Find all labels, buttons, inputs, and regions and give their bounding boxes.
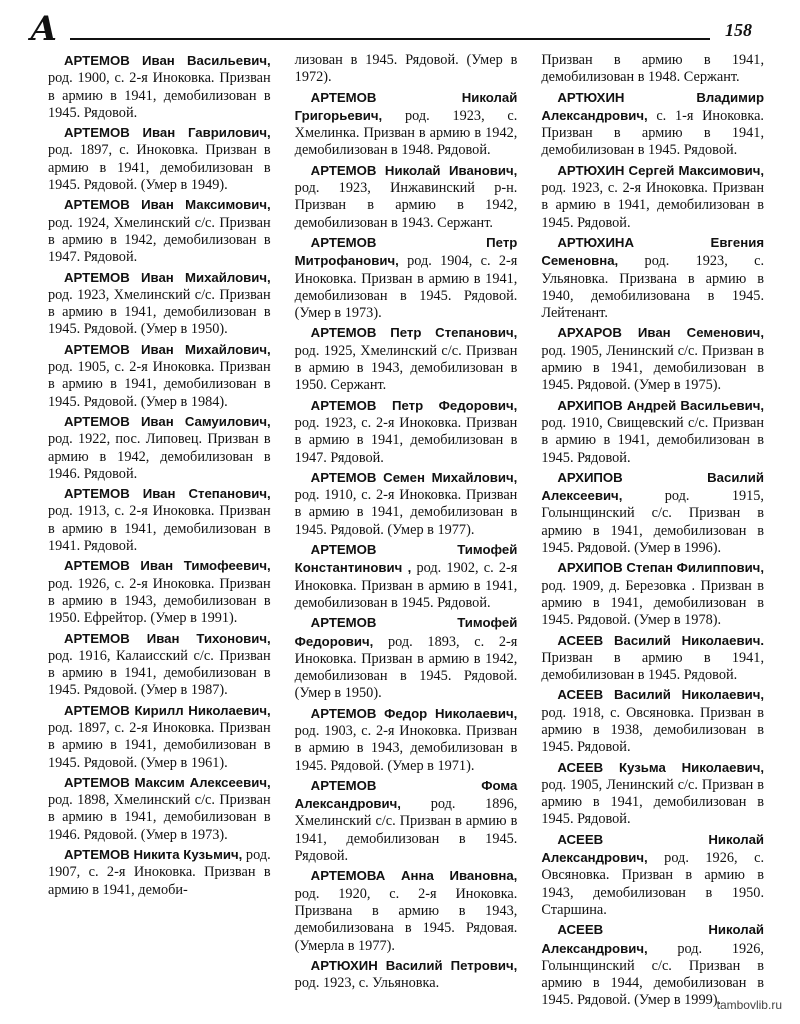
biography-entry: [295, 705, 518, 775]
person-name: АРТЕМОВ Николай Иванович,: [310, 162, 518, 178]
biography-entry: [295, 469, 518, 539]
person-name: АРТЕМОВ Николай Григорьевич,: [294, 89, 518, 123]
biography-entry: [48, 774, 271, 844]
entry-details: род. 1905, с. 2-я Иноковка. Призван в армию в 1941, демобилизован в 1945. Рядовой. (Умер в 1984).: [48, 359, 271, 410]
entry-details: род. 1923, с. Хмелинка. Призван в армию в 1942, демобилизован в 1948. Рядовой.: [294, 107, 518, 159]
person-name: АРТЮХИНА Евгения Семеновна,: [541, 234, 765, 269]
person-name: АРТЕМОВ Петр Степанович,: [310, 325, 518, 341]
biography-entry: [48, 485, 271, 555]
entry-details: род. 1897, с. Иноковка. Призван в армию в 1941, демобилизован в 1945. Рядовой. (Умер в 1949).: [48, 142, 271, 194]
person-name: АРТЕМОВ Фома Александрович,: [294, 777, 518, 812]
person-name: АРТЮХИН Сергей Максимович,: [557, 162, 765, 178]
biography-entry: [48, 52, 271, 122]
entry-details: род. 1910, Свищевский с/с. Призван в армию в 1941, демобилизован в 1945. Рядовой.: [541, 414, 765, 466]
biography-entry: [48, 557, 271, 627]
person-name: АРТЕМОВ Максим Алексеевич,: [64, 774, 271, 790]
biography-entry: [541, 89, 764, 160]
person-name: АРТЮХИН Владимир Александрович,: [541, 89, 765, 123]
biography-entry: [295, 234, 518, 322]
person-name: АРТЕМОВ Иван Васильевич,: [64, 53, 271, 68]
biography-entry: [541, 324, 764, 394]
entry-details: род. 1926, с. Овсяновка. Призван в армию в 1943, демобилизован в 1950. Старшина.: [541, 850, 765, 918]
entry-details: род. 1926, с. 2-я Иноковка. Призван в армию в 1943, демобилизован в 1950. Ефрейтор. (Умер в 1991).: [48, 575, 271, 627]
biography-entry: [541, 921, 764, 1009]
person-name: АРТЕМОВ Кирилл Николаевич,: [64, 702, 271, 718]
entry-details: род. 1910, с. 2-я Иноковка. Призван в армию в 1941, демобилизован в 1945. Рядовой. (Умер в 1977).: [294, 487, 518, 538]
entry-columns: [48, 52, 764, 1012]
biography-entry: [541, 559, 764, 629]
biography-entry: [48, 630, 271, 700]
entry-details: род. 1896, Хмелинский с/с. Призван в армию в 1941, демобилизован в 1945. Рядовой.: [294, 796, 518, 865]
person-name: АРТЕМОВ Иван Самуилович,: [64, 413, 271, 429]
entry-details: род. 1902, с. 2-я Иноковка. Призван в армию в 1941, демобилизован в 1945. Рядовой.: [294, 560, 518, 611]
person-name: АРТЕМОВ Иван Гаврилович,: [64, 125, 271, 141]
biography-entry: [295, 162, 518, 232]
biography-entry: [541, 759, 764, 829]
person-name: АРХИПОВ Василий Алексеевич,: [541, 469, 765, 504]
biography-entry: [541, 469, 764, 557]
entry-details: род. 1923, Инжавинский р-н. Призван в армию в 1942, демобилизован в 1943. Сержант.: [294, 180, 518, 231]
entry-details: род. 1903, с. 2-я Иноковка. Призван в армию в 1943, демобилизован в 1945. Рядовой. (Умер в 1971).: [294, 722, 518, 774]
person-name: АРХИПОВ Степан Филиппович,: [557, 560, 765, 576]
entry-details: Призван в армию в 1941, демобилизован в 1945. Рядовой.: [541, 649, 765, 684]
entry-details: род. 1909, д. Березовка . Призван в армию в 1941, демобилизован в 1945. Рядовой. (Умер в 1978).: [541, 577, 765, 629]
continuation-text: лизован в 1945. Рядовой. (Умер в 1972).: [294, 52, 518, 86]
site-watermark: tambovlib.ru: [716, 998, 782, 1012]
person-name: АРТЕМОВ Тимофей Константинович ,: [294, 542, 518, 576]
person-name: АСЕЕВ Николай Александрович,: [541, 831, 765, 866]
biography-entry: [295, 324, 518, 394]
page-number: 158: [725, 20, 752, 40]
entry-details: род. 1916, Калаисский с/с. Призван в армию в 1941, демобилизован в 1945. Рядовой. (Умер в 1987).: [48, 647, 271, 699]
person-name: АРТЕМОВ Семен Михайлович,: [310, 469, 518, 485]
biography-entry: [48, 124, 271, 194]
entry-details: род. 1923, с. Ульяновка. Призвана в армию в 1940, демобилизована в 1945. Лейтенант.: [541, 253, 765, 322]
entry-details: род. 1905, Ленинский с/с. Призван в армию в 1941, демобилизован в 1945. Рядовой. (Умер в 1975).: [541, 342, 765, 394]
person-name: АРТЕМОВ Никита Кузьмич,: [64, 847, 243, 863]
person-name: АРХИПОВ Андрей Васильевич,: [557, 397, 765, 413]
entry-details: род. 1893, с. 2-я Иноковка. Призван в армию в 1942, демобилизован в 1945. Рядовой. (Умер в 1950).: [294, 633, 518, 702]
entry-details: род. 1925, Хмелинский с/с. Призван в армию в 1943, демобилизован в 1950. Сержант.: [294, 342, 518, 394]
person-name: АСЕЕВ Василий Николаевич.: [557, 632, 765, 648]
person-name: АСЕЕВ Кузьма Николаевич,: [557, 759, 765, 775]
biography-entry: [48, 341, 271, 411]
biography-entry: [541, 234, 764, 322]
person-name: АРТЕМОВ Петр Митрофанович,: [294, 234, 518, 269]
person-name: АРХАРОВ Иван Семенович,: [557, 325, 765, 341]
biography-entry: [295, 614, 518, 702]
person-name: АСЕЕВ Николай Александрович,: [541, 922, 765, 956]
biography-entry: [48, 846, 271, 899]
entry-details: род. 1924, Хмелинский с/с. Призван в армию в 1942, демобилизован в 1947. Рядовой.: [48, 214, 271, 266]
person-name: АРТЕМОВ Петр Федорович,: [310, 397, 518, 413]
entry-details: род. 1897, с. 2-я Иноковка. Призван в армию в 1941, демобилизован в 1945. Рядовой. (Умер в 1961).: [48, 719, 271, 771]
entry-details: род. 1900, с. 2-я Иноковка. Призван в армию в 1941, демобилизован в 1945. Рядовой.: [48, 70, 271, 121]
biography-entry: [48, 702, 271, 772]
entry-details: род. 1923, с. Ульяновка.: [294, 975, 440, 992]
entry-details: род. 1913, с. 2-я Иноковка. Призван в армию в 1941, демобилизован в 1941. Рядовой.: [48, 503, 271, 555]
biography-entry: [541, 831, 764, 919]
column-1: [48, 52, 271, 1012]
person-name: АРТЕМОВА Анна Ивановна,: [310, 868, 518, 884]
entry-details: род. 1898, Хмелинский с/с. Призван в армию в 1941, демобилизован в 1946. Рядовой. (Умер в 1973).: [48, 792, 271, 843]
person-name: АРТЕМОВ Иван Максимович,: [64, 197, 271, 213]
entry-details: род. 1922, пос. Липовец. Призван в армию в 1942, демобилизован в 1946. Рядовой.: [48, 431, 271, 482]
biography-entry: [48, 196, 271, 266]
biography-entry: [541, 162, 764, 232]
biography-entry: [48, 269, 271, 339]
column-3: [541, 52, 764, 1012]
biography-entry: [541, 632, 764, 685]
entry-details: род. 1905, Ленинский с/с. Призван в армию в 1941, демобилизован в 1945. Рядовой.: [541, 776, 765, 828]
biography-entry: [295, 957, 518, 993]
person-name: АРТЕМОВ Иван Степанович,: [64, 486, 271, 502]
section-letter: А: [30, 9, 58, 49]
entry-details: с. 1-я Иноковка. Призван в армию в 1941, демобилизован в 1945. Рядовой.: [541, 107, 765, 159]
entry-details: род. 1923, с. 2-я Иноковка. Призван в армию в 1941, демобилизован в 1947. Рядовой.: [294, 414, 518, 466]
person-name: АРТЕМОВ Тимофей Федорович,: [294, 615, 518, 649]
biography-entry: [295, 541, 518, 612]
entry-details: род. 1904, с. 2-я Иноковка. Призван в армию в 1941, демобилизован в 1945. Рядовой. (Умер в 1973).: [294, 253, 518, 322]
biography-entry: [48, 413, 271, 483]
entry-details: род. 1907, с. 2-я Иноковка. Призван в армию в 1941, демоби-: [48, 847, 271, 898]
biography-entry: [295, 777, 518, 865]
entry-details: род. 1926, Голынщинский с/с. Призван в армию в 1944, демобилизован в 1945. Рядовой. (Умер в 1999).: [541, 940, 765, 1009]
entry-details: род. 1918, с. Овсяновка. Призван в армию в 1938, демобилизован в 1945. Рядовой.: [541, 704, 765, 756]
person-name: АРТЮХИН Василий Петрович,: [310, 957, 518, 973]
entry-details: род. 1923, Хмелинский с/с. Призван в армию в 1941, демобилизован в 1945. Рядовой. (Умер в 1950).: [48, 286, 271, 338]
entry-details: род. 1923, с. 2-я Иноковка. Призван в армию в 1941, демобилизован в 1945. Рядовой.: [541, 180, 765, 231]
continuation-text: Призван в армию в 1941, демобилизован в 1948. Сержант.: [541, 52, 765, 86]
person-name: АРТЕМОВ Иван Михайлович,: [64, 341, 271, 357]
entry-details: род. 1920, с. 2-я Иноковка. Призвана в армию в 1943, демобилизована в 1945. Рядовая. (Умерла в 1977).: [294, 885, 518, 954]
person-name: АСЕЕВ Василий Николаевич,: [557, 687, 765, 703]
entry-details: род. 1915, Голынщинский с/с. Призван в армию в 1941, демобилизован в 1945. Рядовой. (Умер в 1996).: [541, 488, 765, 557]
biography-entry: [541, 397, 764, 467]
person-name: АРТЕМОВ Иван Тимофеевич,: [64, 558, 271, 574]
person-name: АРТЕМОВ Иван Михайлович,: [64, 269, 271, 285]
biography-entry: [295, 867, 518, 954]
column-2: [295, 52, 518, 1012]
header-rule: [70, 38, 710, 40]
biography-entry: [541, 686, 764, 756]
person-name: АРТЕМОВ Иван Тихонович,: [64, 630, 271, 646]
biography-entry: [295, 397, 518, 467]
person-name: АРТЕМОВ Федор Николаевич,: [310, 705, 518, 721]
biography-entry: [295, 89, 518, 160]
